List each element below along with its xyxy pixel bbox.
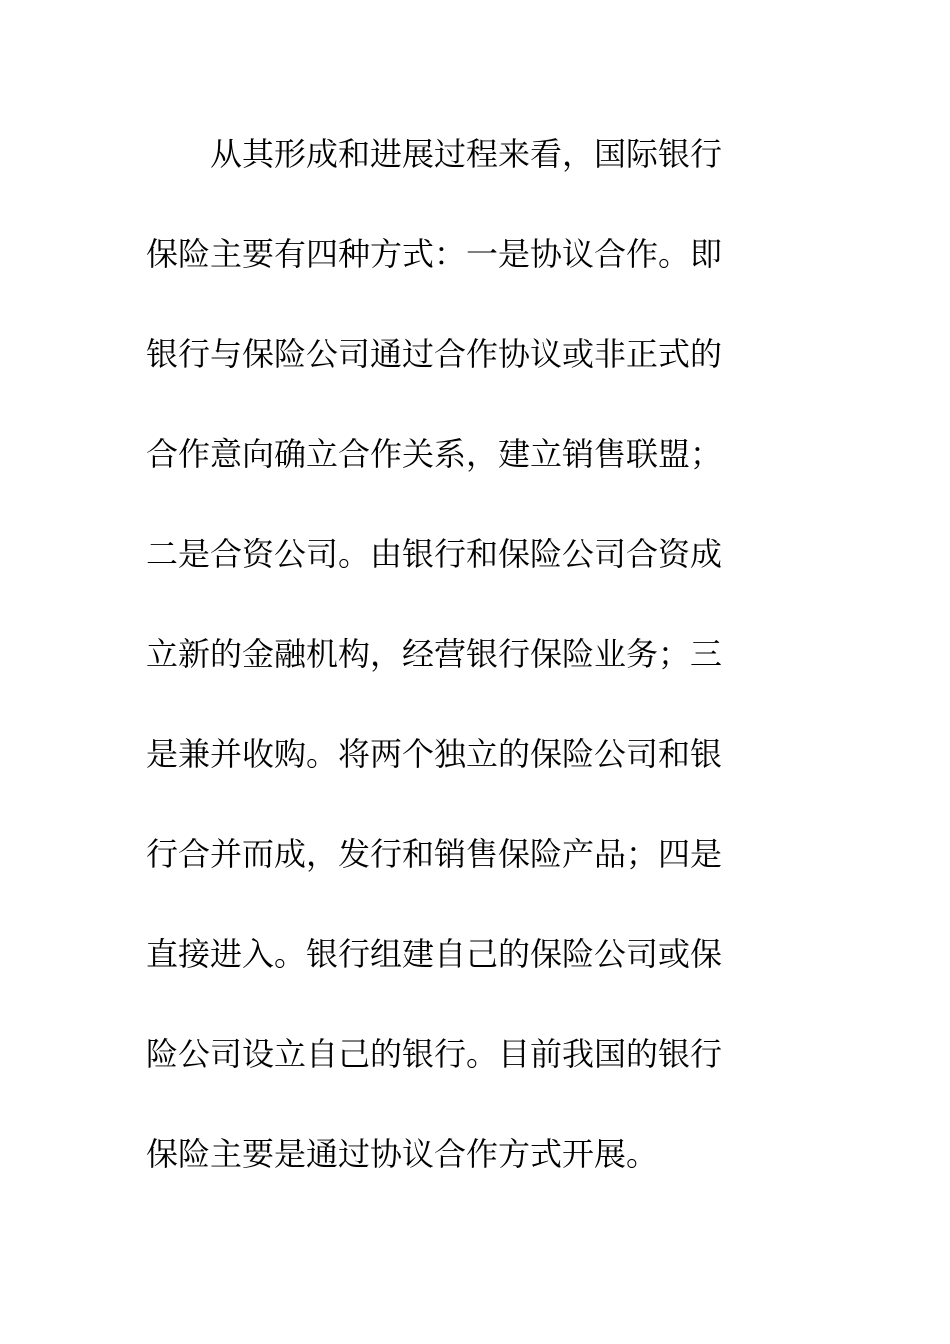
paragraph-line: 保险主要是通过协议合作方式开展。 (146, 1135, 659, 1173)
paragraph-line: 合作意向确立合作关系，建立销售联盟； (146, 435, 723, 473)
paragraph-line: 保险主要有四种方式：一是协议合作。即 (146, 235, 723, 273)
paragraph-line: 是兼并收购。将两个独立的保险公司和银 (146, 735, 723, 773)
paragraph-line: 二是合资公司。由银行和保险公司合资成 (146, 535, 723, 573)
paragraph-line: 立新的金融机构，经营银行保险业务；三 (146, 635, 723, 673)
paragraph-line: 行合并而成，发行和销售保险产品；四是 (146, 835, 723, 873)
paragraph-line: 险公司设立自己的银行。目前我国的银行 (146, 1035, 723, 1073)
paragraph-line: 从其形成和进展过程来看，国际银行 (210, 135, 723, 173)
paragraph (146, 120, 786, 1220)
paragraph-line: 银行与保险公司通过合作协议或非正式的 (146, 335, 723, 373)
paragraph-line: 直接进入。银行组建自己的保险公司或保 (146, 935, 723, 973)
